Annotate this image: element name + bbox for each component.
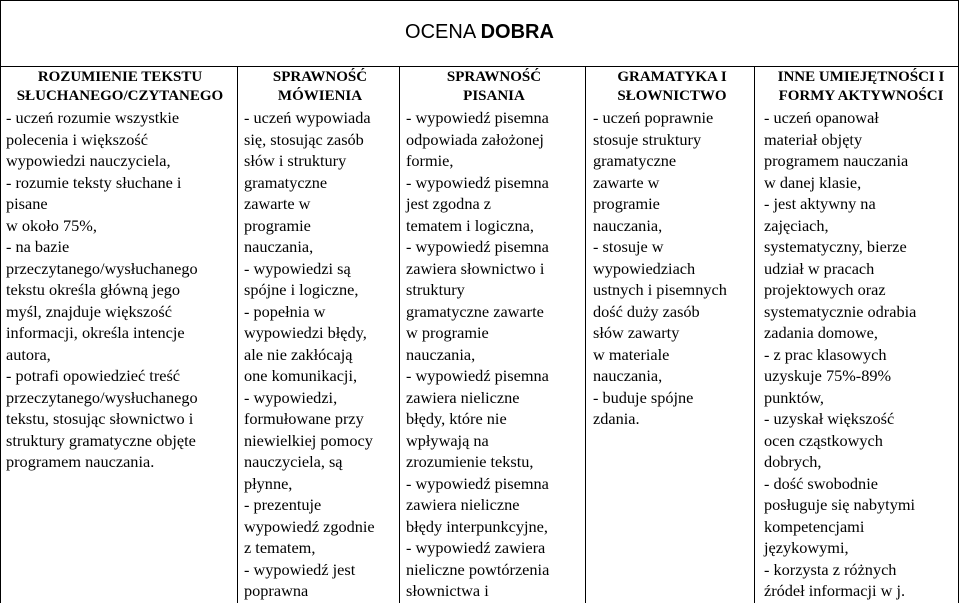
text-line: programem nauczania. xyxy=(6,452,155,471)
text-line: wypowiedź zgodnie xyxy=(244,516,375,536)
text-line: zawarte w xyxy=(593,172,660,192)
text-line: wypowiedzi błędy, xyxy=(244,323,367,342)
header-line: SPRAWNOŚĆ xyxy=(446,69,542,85)
text-line: - uczeń rozumie wszystkie xyxy=(6,108,180,127)
text-line: myśl, znajduje większość xyxy=(6,301,172,321)
column-header xyxy=(6,66,234,106)
header-line: SŁOWNICTWO xyxy=(617,88,727,104)
text-line: nauczania, xyxy=(406,344,476,364)
text-line: - wypowiedzi są xyxy=(244,258,351,278)
text-line: błędy interpunkcyjne, xyxy=(406,516,548,536)
column-writing xyxy=(406,66,582,602)
text-line: zawiera słownictwo i xyxy=(406,258,545,278)
column-header xyxy=(764,66,958,106)
text-line: niewielkiej pomocy xyxy=(244,430,373,450)
column-body xyxy=(406,107,582,602)
text-line: błędy, które nie xyxy=(406,409,507,428)
column-speaking xyxy=(244,66,396,602)
title-row xyxy=(0,0,959,67)
text-line: gramatyczne xyxy=(593,151,677,170)
text-line: autora, xyxy=(6,344,51,364)
text-line: nauczyciela, są xyxy=(244,452,343,471)
text-line: - uczeń poprawnie xyxy=(593,108,714,127)
text-line: - wypowiedź pisemna xyxy=(406,366,549,385)
text-line: - stosuje w xyxy=(593,237,664,256)
column-header xyxy=(593,66,751,106)
text-line: - prezentuje xyxy=(244,495,322,514)
text-line: - wypowiedź jest xyxy=(244,559,356,579)
text-line: polecenia i większość xyxy=(6,129,148,149)
text-line: one komunikacji, xyxy=(244,366,358,385)
text-line: źródeł informacji w j. xyxy=(764,581,906,600)
text-line: materiał objęty xyxy=(764,129,863,149)
text-line: przeczytanego/wysłuchanego xyxy=(6,258,198,278)
text-line: wypowiedziach xyxy=(593,258,696,278)
text-line: w programie xyxy=(406,323,489,342)
text-line: kompetencjami xyxy=(764,516,865,536)
text-line: słów i struktury xyxy=(244,151,347,170)
text-line: zadania domowe, xyxy=(764,323,878,342)
text-line: jest zgodna z xyxy=(406,194,491,213)
text-line: w materiale xyxy=(593,344,670,364)
text-line: gramatyczne xyxy=(244,172,328,192)
header-line: FORMY AKTYWNOŚCI xyxy=(778,88,944,104)
text-line: - rozumie teksty słuchane i xyxy=(6,172,182,192)
text-line: systematyczny, bierze xyxy=(764,237,907,256)
text-line: - popełnia w xyxy=(244,301,326,321)
text-line: - wypowiedź pisemna xyxy=(406,172,549,192)
text-line: formie, xyxy=(406,151,454,170)
column-divider xyxy=(754,66,755,603)
text-line: - buduje spójne xyxy=(593,387,694,407)
text-line: - potrafi opowiedzieć treść xyxy=(6,366,181,385)
text-line: - korzysta z różnych xyxy=(764,559,897,579)
text-line: zawiera nieliczne xyxy=(406,387,520,407)
text-line: zawarte w xyxy=(244,194,311,213)
text-line: wpływają na xyxy=(406,430,489,450)
text-line: tematem i logiczna, xyxy=(406,215,534,235)
table-border-left xyxy=(0,0,1,603)
text-line: - uczeń wypowiada xyxy=(244,108,371,127)
column-body xyxy=(593,107,751,430)
title-normal: OCENA xyxy=(405,21,481,43)
text-line: tekstu określa główną jego xyxy=(6,280,181,299)
column-body xyxy=(764,107,958,602)
text-line: wypowiedzi nauczyciela, xyxy=(6,151,171,170)
text-line: z tematem, xyxy=(244,538,316,557)
text-line: udział w pracach xyxy=(764,258,875,278)
text-line: formułowane przy xyxy=(244,409,364,428)
text-line: projektowych oraz xyxy=(764,280,886,299)
table-border-right xyxy=(958,0,959,603)
text-line: uzyskuje 75%-89% xyxy=(764,366,892,385)
header-line: SŁUCHANEGO/CZYTANEGO xyxy=(16,88,224,104)
text-line: ustnych i pisemnych xyxy=(593,280,727,299)
column-body xyxy=(244,107,396,602)
text-line: zrozumienie tekstu, xyxy=(406,452,534,471)
text-line: dość duży zasób xyxy=(593,301,700,321)
text-line: w danej klasie, xyxy=(764,172,862,192)
column-divider xyxy=(237,66,238,603)
title-bold: DOBRA xyxy=(480,21,554,43)
text-line: gramatyczne zawarte xyxy=(406,301,544,321)
column-header xyxy=(406,66,582,106)
text-line: posługuje się nabytymi xyxy=(764,495,916,514)
column-body xyxy=(6,107,234,473)
text-line: nauczania, xyxy=(593,366,663,385)
text-line: struktury gramatyczne objęte xyxy=(6,430,196,450)
text-line: informacji, określa intencje xyxy=(6,323,185,342)
text-line: nauczania, xyxy=(244,237,314,256)
text-line: spójne i logiczne, xyxy=(244,280,359,299)
text-line: płynne, xyxy=(244,473,293,493)
text-line: w około 75%, xyxy=(6,215,97,235)
header-line: INNE UMIEJĘTNOŚCI I xyxy=(777,69,945,85)
text-line: - wypowiedź zawiera xyxy=(406,538,546,557)
text-line: - jest aktywny na xyxy=(764,194,876,213)
column-header xyxy=(244,66,396,106)
header-line: SPRAWNOŚĆ xyxy=(272,69,368,85)
column-comprehension xyxy=(6,66,234,473)
text-line: programie xyxy=(593,194,660,213)
text-line: poprawna xyxy=(244,581,309,600)
text-line: - uzyskał większość xyxy=(764,409,895,428)
header-line: PISANIA xyxy=(463,88,525,104)
text-line: systematycznie odrabia xyxy=(764,301,917,321)
column-divider xyxy=(585,66,586,603)
page-title xyxy=(0,21,959,44)
text-line: tekstu, stosując słownictwo i xyxy=(6,409,194,428)
text-line: programie xyxy=(244,215,311,235)
text-line: zajęciach, xyxy=(764,215,829,235)
header-line: MÓWIENIA xyxy=(277,88,363,104)
text-line: nieliczne powtórzenia xyxy=(406,559,550,579)
text-line: ocen cząstkowych xyxy=(764,430,883,450)
text-line: - z prac klasowych xyxy=(764,344,887,364)
text-line: słów zawarty xyxy=(593,323,680,342)
text-line: - na bazie xyxy=(6,237,70,256)
column-grammar xyxy=(593,66,751,430)
text-line: - wypowiedź pisemna xyxy=(406,473,549,493)
text-line: językowymi, xyxy=(764,538,849,557)
text-line: słownictwa i xyxy=(406,581,489,600)
text-line: - wypowiedź pisemna xyxy=(406,108,549,127)
text-line: - wypowiedzi, xyxy=(244,387,338,407)
text-line: zdania. xyxy=(593,409,640,428)
header-line: ROZUMIENIE TEKSTU xyxy=(37,69,203,85)
text-line: - uczeń opanował xyxy=(764,108,879,127)
text-line: odpowiada założonej xyxy=(406,129,544,149)
text-line: - wypowiedź pisemna xyxy=(406,237,549,256)
header-line: GRAMATYKA I xyxy=(617,69,727,85)
text-line: przeczytanego/wysłuchanego xyxy=(6,387,198,407)
text-line: nauczania, xyxy=(593,215,663,235)
text-line: programem nauczania xyxy=(764,151,909,170)
text-line: ale nie zakłócają xyxy=(244,344,353,364)
column-divider xyxy=(399,66,400,603)
text-line: punktów, xyxy=(764,387,824,407)
column-other-skills xyxy=(764,66,958,602)
text-line: - dość swobodnie xyxy=(764,473,878,493)
text-line: się, stosując zasób xyxy=(244,129,364,149)
text-line: pisane xyxy=(6,194,48,213)
text-line: stosuje struktury xyxy=(593,129,702,149)
text-line: dobrych, xyxy=(764,452,822,471)
text-line: zawiera nieliczne xyxy=(406,495,520,514)
text-line: struktury xyxy=(406,280,465,299)
